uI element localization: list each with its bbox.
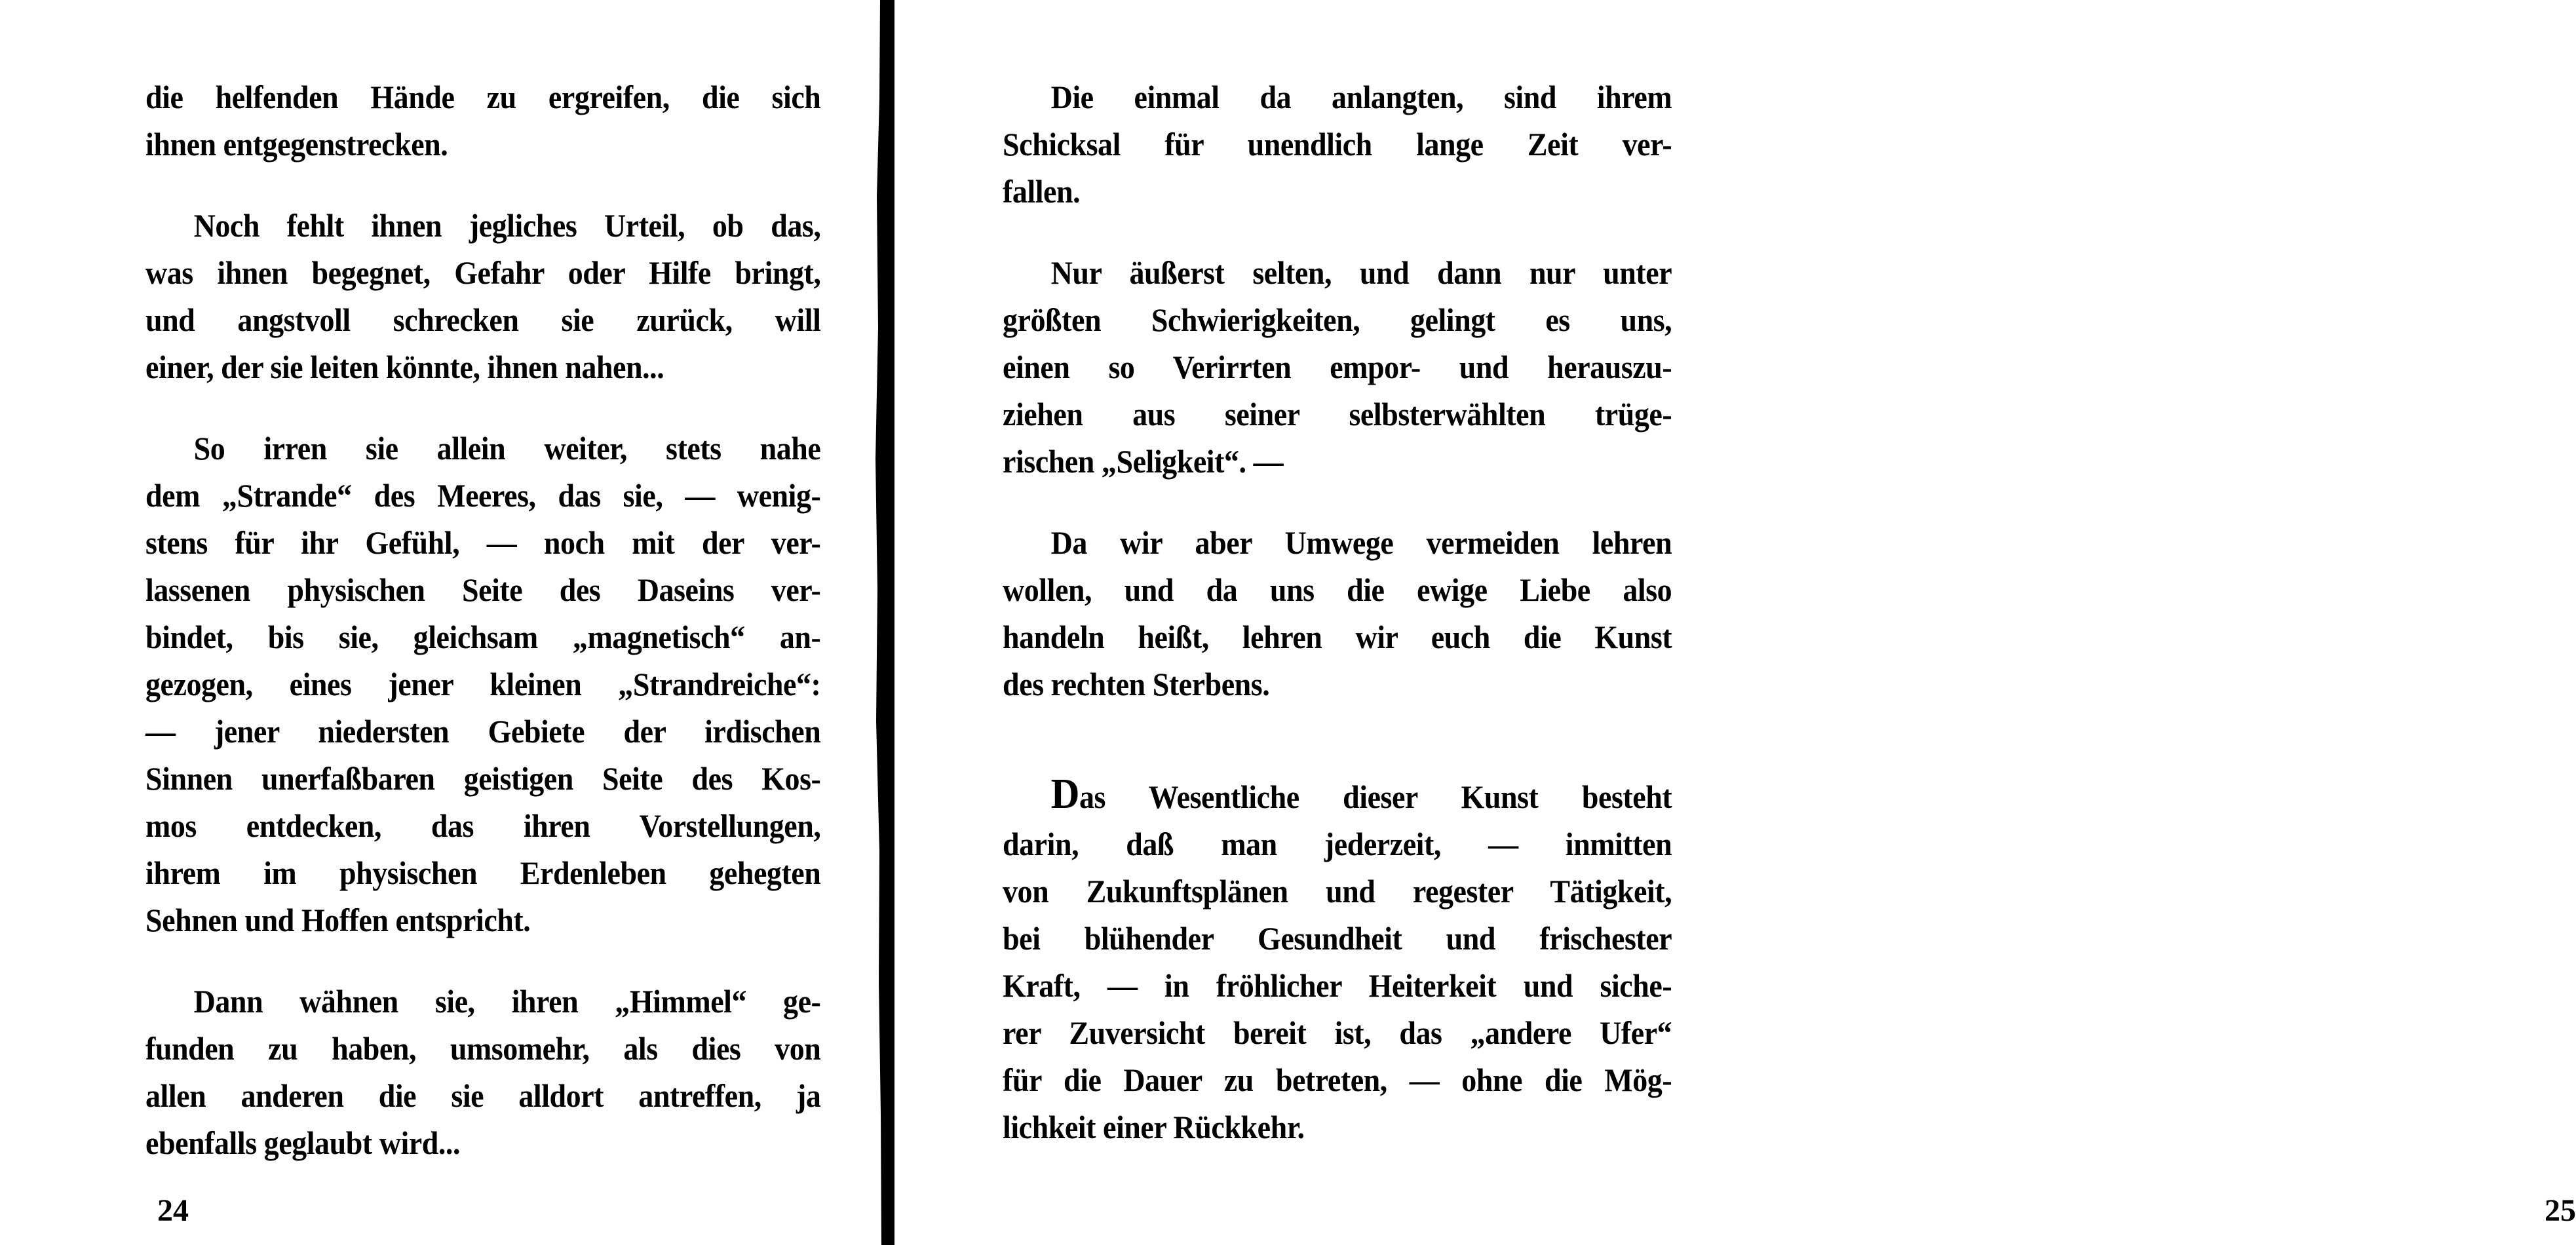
text-line: des rechten Sterbens. (1003, 666, 1270, 702)
text-line: einer, der sie leiten könnte, ihnen nahen... (145, 349, 664, 385)
text-line: Sehnen und Hoffen entspricht. (145, 902, 531, 938)
text-line: lichkeit einer Rückkehr. (1003, 1109, 1305, 1145)
text-line: fallen. (1003, 173, 1081, 210)
text-line: bindet, bis sie, gleichsam „magnetisch“ an- (145, 619, 821, 655)
text-line: handeln heißt, lehren wir euch die Kunst (1003, 619, 1672, 655)
paragraph (145, 202, 820, 391)
text-line: dem „Strande“ des Meeres, das sie, — wenig- (145, 477, 821, 514)
text-line: ebenfalls geglaubt wird... (145, 1124, 461, 1161)
text-line: darin, daß man jederzeit, — inmitten (1003, 826, 1672, 862)
text-line: und angstvoll schrecken sie zurück, will (145, 301, 821, 338)
paragraph (145, 73, 820, 168)
paragraph (1003, 771, 1672, 1151)
left-page-text (145, 73, 820, 1200)
paragraph (145, 978, 820, 1166)
text-line: die helfenden Hände zu ergreifen, die sich (145, 79, 821, 115)
text-line: Die einmal da anlangten, sind ihrem (1050, 79, 1672, 115)
text-line: rer Zuversicht bereit ist, das „andere Ufer“ (1003, 1014, 1672, 1051)
text-line: stens für ihr Gefühl, — noch mit der ver- (145, 524, 821, 561)
page-number: 25 (2545, 1193, 2576, 1228)
text-line: allen anderen die sie alldort antreffen, ja (145, 1077, 821, 1114)
text-line: So irren sie allein weiter, stets nahe (193, 430, 821, 467)
left-page (0, 0, 875, 1245)
right-page (894, 0, 2576, 1245)
text-line: von Zukunftsplänen und regester Tätigkeit, (1003, 873, 1672, 910)
text-line: lassenen physischen Seite des Daseins ver- (145, 571, 821, 608)
text-line: Dann wähnen sie, ihren „Himmel“ ge- (193, 983, 821, 1020)
text-line: was ihnen begegnet, Gefahr oder Hilfe bringt, (145, 254, 821, 291)
text-line: funden zu haben, umsomehr, als dies von (145, 1030, 821, 1067)
text-line: für die Dauer zu betreten, — ohne die Mög- (1003, 1062, 1672, 1098)
paragraph (1003, 249, 1672, 485)
text-line: größten Schwierigkeiten, gelingt es uns, (1003, 301, 1672, 338)
text-line: gezogen, eines jener kleinen „Strandreiche“: (145, 666, 821, 702)
text-line: Nur äußerst selten, und dann nur unter (1050, 254, 1672, 291)
book-spine-gutter (875, 0, 896, 1245)
text-line: Da wir aber Umwege vermeiden lehren (1050, 524, 1672, 561)
text-line: — jener niedersten Gebiete der irdischen (145, 713, 821, 750)
text-line: wollen, und da uns die ewige Liebe also (1003, 571, 1672, 608)
paragraph (145, 425, 820, 944)
text-line: Schicksal für unendlich lange Zeit ver- (1003, 126, 1672, 163)
text-line (1003, 771, 1672, 820)
paragraph (1003, 73, 1672, 215)
paragraph (1003, 519, 1672, 708)
gutter-shadow (875, 0, 894, 1245)
text-line: einen so Verirrten empor- und herauszu- (1003, 349, 1672, 385)
text-line: mos entdecken, das ihren Vorstellungen, (145, 807, 821, 844)
text-line: Noch fehlt ihnen jegliches Urteil, ob das, (193, 207, 821, 244)
text-line: ihrem im physischen Erdenleben gehegten (145, 854, 821, 891)
text-line: rischen „Seligkeit“. — (1003, 443, 1284, 480)
drop-cap: D (1050, 770, 1079, 818)
text-line: Kraft, — in fröhlicher Heiterkeit und siche- (1003, 967, 1672, 1004)
text-line-rest: as Wesentliche dieser Kunst besteht (1079, 778, 1672, 815)
page-number: 24 (157, 1193, 189, 1228)
text-line: ihnen entgegenstrecken. (145, 126, 448, 163)
text-line: bei blühender Gesundheit und frischester (1003, 920, 1672, 957)
text-line: Sinnen unerfaßbaren geistigen Seite des Kos- (145, 760, 821, 797)
right-page-text (1003, 73, 1672, 1185)
text-line: ziehen aus seiner selbsterwählten trüge- (1003, 396, 1672, 432)
